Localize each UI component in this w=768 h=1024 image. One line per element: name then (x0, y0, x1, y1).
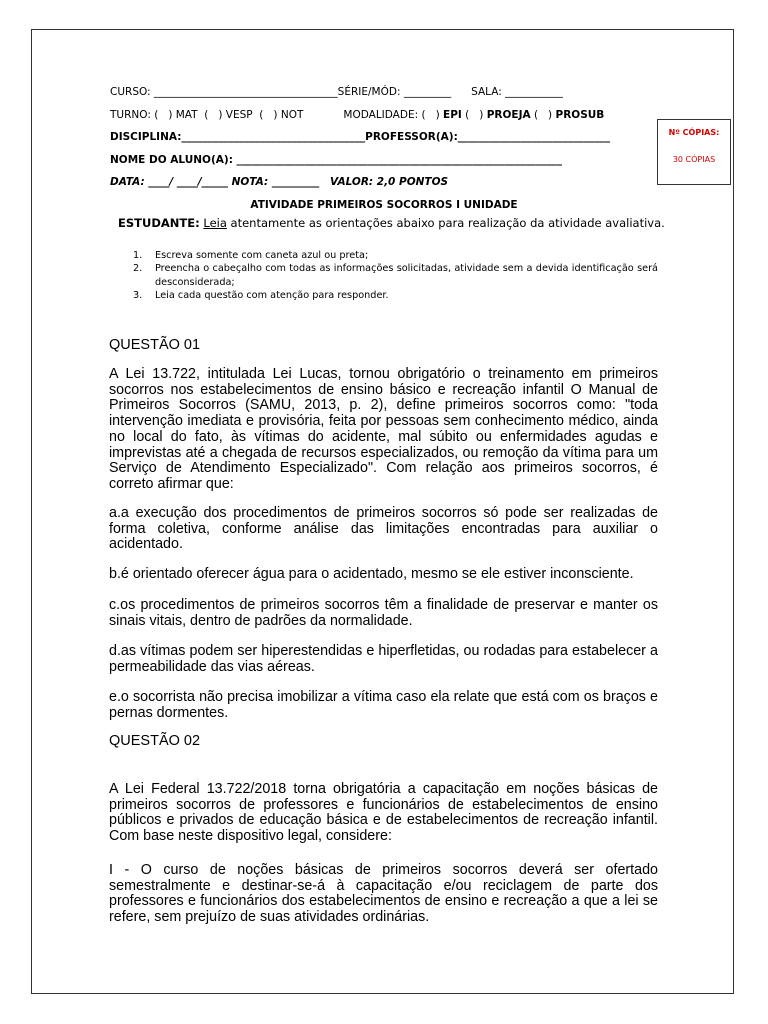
question-01-option-b: b.é orientado oferecer água para o acidentado, mesmo se ele estiver inconsciente. (109, 566, 634, 582)
instructions-list (133, 249, 658, 302)
instruction-item: 2. Preencha o cabeçalho com todas as informações solicitadas, atividade sem a devida identificação será desconsiderada; (133, 263, 658, 288)
header-data-line: DATA: ____/ ____/_____ NOTA: _________ VALOR: 2,0 PONTOS (110, 176, 449, 188)
question-01-option-d: d.as vítimas podem ser hiperestendidas e hiperfletidas, ou rodadas para estabelecer a permeabilidade das vias aéreas. (109, 643, 658, 675)
instruction-item: 3. Leia cada questão com atenção para responder. (133, 289, 389, 301)
student-instruction: ESTUDANTE: Leia atentamente as orientações abaixo para realização da atividade avaliativa. (118, 216, 665, 230)
question-02-statement: A Lei Federal 13.722/2018 torna obrigatória a capacitação em noções básicas de primeiros socorros de professores e funcionários de estabelecimentos de ensino públicos e privados de educação básica e de estabelecimentos de recreação infantil. Com base neste dispositivo legal, considere: (109, 781, 658, 845)
question-02-item-i: I - O curso de noções básicas de primeiros socorros deverá ser ofertado semestralmente e destinar-se-á à capacitação e/ou reciclagem de parte dos professores e funcionários dos estabelecimentos de ensino e recreação a que a lei se refere, sem prejuízo de suas atividades ordinárias. (109, 862, 658, 926)
question-01-title: QUESTÃO 01 (109, 337, 201, 353)
header-turno-line: TURNO: ( ) MAT ( ) VESP ( ) NOT MODALIDADE: ( ) EPI ( ) PROEJA ( ) PROSUB (110, 109, 605, 121)
document-title: ATIVIDADE PRIMEIROS SOCORROS I UNIDADE (250, 199, 518, 211)
header-curso-line: CURSO: ___________________________________SÉRIE/MÓD: _________ SALA: ___________ (110, 86, 563, 98)
question-01-option-e: e.o socorrista não precisa imobilizar a vítima caso ela relate que está com os braços e pernas dormentes. (109, 689, 658, 721)
question-01-statement: A Lei 13.722, intitulada Lei Lucas, tornou obrigatório o treinamento em primeiros socorros nos estabelecimentos de ensino básico e recreação infantil O Manual de Primeiros Socorros (SAMU, 2013, p. 2), define primeiros socorros como: "toda intervenção imediata e provisória, feita por pessoas sem conhecimento médico, ainda no local do fato, às vítimas do acidente, mal súbito ou enfermidades agudas e imprevistas até a chegada de recursos especializados, ou remoção da vítima para um Serviço de Atendimento Especializado". Com relação aos primeiros socorros, é correto afirmar que: (109, 366, 658, 492)
copies-box (657, 119, 731, 185)
question-01-option-a: a.a execução dos procedimentos de primeiros socorros só pode ser realizadas de forma coletiva, conforme análise das limitações encontradas para auxiliar o acidentado. (109, 505, 658, 553)
instruction-item: 1. Escreva somente com caneta azul ou preta; (133, 250, 369, 261)
header-aluno-line: NOME DO ALUNO(A): ______________________________________________________________ (110, 154, 563, 166)
header-disciplina-line: DISCIPLINA:___________________________________PROFESSOR(A):_____________________________ (110, 131, 611, 143)
question-02-title: QUESTÃO 02 (109, 733, 201, 749)
copies-value: 30 CÓPIAS (672, 155, 716, 164)
question-01-option-c: c.os procedimentos de primeiros socorros têm a finalidade de preservar e manter os sinais vitais, dentro de padrões da normalidade. (109, 597, 658, 629)
copies-label: Nº CÓPIAS: (668, 128, 720, 137)
